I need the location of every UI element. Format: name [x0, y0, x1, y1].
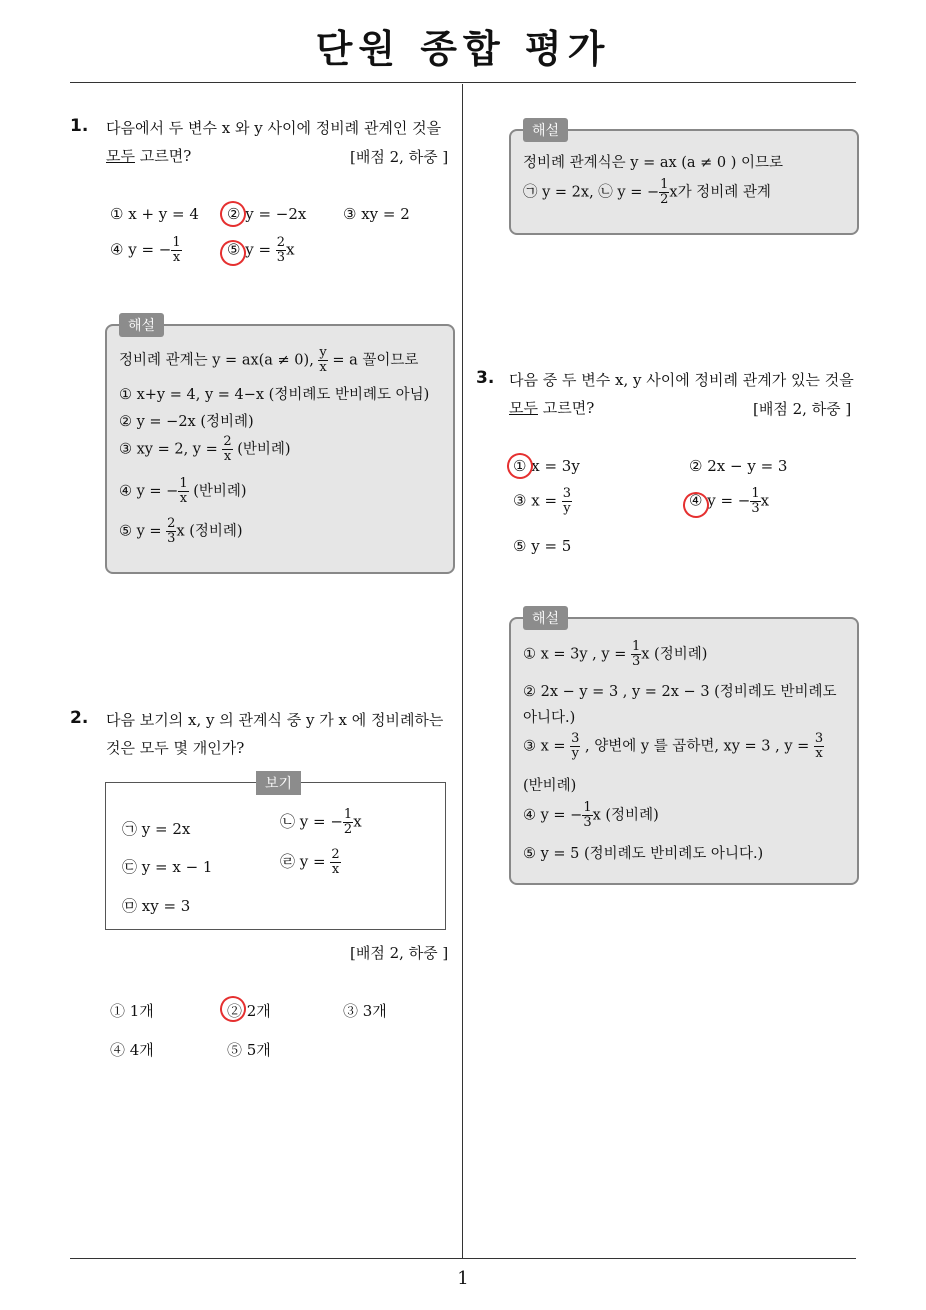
option-5[interactable]: ⑤ 5개 [227, 1041, 271, 1059]
denominator: y [563, 501, 571, 516]
option-1[interactable]: ① x + y = 4 [110, 205, 199, 223]
bottom-rule [70, 1258, 856, 1259]
explanation-line: 아니다.) [523, 710, 576, 726]
option-1[interactable]: ① 1개 [110, 1002, 154, 1020]
numerator: 1 [179, 476, 188, 491]
question-text: 다음에서 두 변수 x 와 y 사이에 정비례 관계인 것을 [106, 119, 442, 137]
numerator: 2 [167, 516, 176, 531]
item-prefix: ㉡ y = − [280, 812, 343, 831]
option-4[interactable]: ④ 4개 [110, 1041, 154, 1059]
example-item: ㉢ y = x − 1 [122, 858, 213, 876]
question-text-tail: 고르면? [134, 147, 192, 165]
expl-text: x (정비례) [641, 646, 708, 663]
fraction [582, 801, 592, 830]
denominator: 3 [583, 815, 592, 830]
expl-text: ① x = 3y , y = [523, 646, 627, 663]
explanation-tag: 해설 [523, 118, 568, 142]
question-text: 다음 중 두 변수 x, y 사이에 정비례 관계가 있는 것을 [509, 371, 854, 389]
score-label: [배점 2, 하중 ] [753, 400, 852, 418]
answer-mark [503, 449, 536, 482]
option-3[interactable] [513, 487, 572, 516]
fraction [570, 732, 580, 761]
explanation-line: 정비례 관계식은 y = ax (a ≠ 0 ) 이므로 [523, 155, 784, 171]
question-number: 2. [70, 708, 89, 728]
denominator: y [571, 746, 579, 761]
fraction [814, 732, 824, 761]
explanation-line [523, 801, 659, 830]
expl-text: ⑤ y = [119, 523, 162, 540]
example-item [280, 848, 341, 877]
item-prefix: ㉣ y = [280, 852, 331, 871]
option-5[interactable]: ⑤ y = 5 [513, 537, 572, 555]
option-prefix: ⑤ y = [227, 240, 276, 259]
question-text: 다음 보기의 x, y 의 관계식 중 y 가 x 에 정비례하는 [106, 711, 444, 729]
expl-text: , 양변에 y 를 곱하면, xy = 3 , y = [585, 738, 810, 755]
numerator: y [319, 345, 327, 360]
expl-text: (반비례) [193, 483, 247, 500]
expl-text: ㉠ y = 2x, ㉡ y = − [523, 184, 660, 201]
expl-text: ③ x = [523, 738, 566, 755]
denominator: x [331, 862, 340, 877]
explanation-tag: 해설 [119, 313, 164, 337]
option-suffix: x [760, 491, 770, 510]
page-number: 1 [457, 1268, 469, 1289]
numerator: 3 [562, 486, 572, 501]
fraction [178, 477, 188, 506]
denominator: x [815, 746, 823, 761]
numerator: 1 [751, 486, 760, 501]
fraction [750, 487, 760, 516]
expl-text: (반비례) [237, 441, 291, 458]
fraction [562, 487, 572, 516]
question-text-tail: 고르면? [537, 399, 595, 417]
expl-text: = a 꼴이므로 [332, 352, 419, 369]
numerator: 1 [583, 800, 592, 815]
option-prefix: ③ x = [513, 491, 562, 510]
denominator: 3 [276, 250, 286, 265]
option-1[interactable]: ① x = 3y [513, 457, 580, 475]
item-suffix: x [353, 812, 362, 831]
explanation-line: ② 2x − y = 3 , y = 2x − 3 (정비례도 반비례도 [523, 684, 837, 700]
expl-text: ④ y = − [523, 807, 583, 824]
answer-mark [216, 197, 249, 230]
denominator: x [172, 250, 181, 265]
score-label: [배점 2, 하중 ] [350, 944, 449, 962]
explanation-line [523, 640, 707, 669]
denominator: x [179, 491, 188, 506]
expl-text: ③ xy = 2, y = [119, 441, 218, 458]
expl-text: x (정비례) [592, 807, 659, 824]
fraction [222, 435, 232, 464]
denominator: 3 [751, 501, 760, 516]
numerator: 1 [631, 639, 641, 654]
fraction [631, 640, 641, 669]
question-text-line2 [106, 142, 191, 170]
explanation-line [523, 178, 771, 207]
top-rule [70, 82, 856, 83]
denominator: x [223, 449, 232, 464]
option-2[interactable]: ② 2x − y = 3 [689, 457, 788, 475]
example-item [280, 808, 362, 837]
option-4[interactable] [110, 236, 182, 265]
option-suffix: x [286, 240, 295, 259]
denominator: 2 [660, 192, 669, 207]
fraction [659, 178, 669, 207]
numerator: 3 [814, 731, 824, 746]
numerator: 2 [331, 847, 340, 862]
example-item: ㉤ xy = 3 [122, 897, 191, 915]
numerator: 1 [343, 807, 353, 822]
column-divider [462, 84, 463, 1258]
expl-text: ④ y = − [119, 483, 179, 500]
question-text-line2: 것은 모두 몇 개인가? [106, 739, 245, 757]
option-3[interactable]: ③ xy = 2 [343, 205, 410, 223]
example-item: ㉠ y = 2x [122, 820, 191, 838]
explanation-line [523, 732, 824, 761]
explanation-line: (반비례) [523, 778, 577, 794]
fraction [318, 346, 327, 375]
explanation-tag: 해설 [523, 606, 568, 630]
explanation-line: ② y = −2x (정비례) [119, 414, 254, 430]
denominator: 3 [167, 531, 176, 546]
denominator: 2 [343, 822, 353, 837]
numerator: 2 [223, 434, 232, 449]
option-prefix: ④ y = − [110, 240, 172, 259]
example-box-tag: 보기 [256, 771, 301, 795]
fraction [171, 236, 181, 265]
fraction [343, 808, 353, 837]
numerator: 3 [571, 731, 580, 746]
fraction [166, 517, 176, 546]
denominator: 3 [631, 654, 641, 669]
numerator: 1 [660, 177, 669, 192]
fraction [276, 236, 286, 265]
numerator: 1 [172, 235, 181, 250]
question-number: 1. [70, 116, 89, 136]
explanation-line [119, 517, 243, 546]
explanation-line: ⑤ y = 5 (정비례도 반비례도 아니다.) [523, 846, 764, 862]
denominator: x [319, 360, 327, 375]
underlined-word: 모두 [106, 147, 135, 165]
explanation-line [119, 346, 418, 375]
option-prefix: ④ y = − [689, 491, 751, 510]
underlined-word: 모두 [509, 399, 538, 417]
question-text-line2 [509, 394, 594, 422]
fraction [330, 848, 340, 877]
explanation-line [119, 477, 247, 506]
score-label: [배점 2, 하중 ] [350, 148, 449, 166]
page-title: 단원 종합 평가 [315, 27, 611, 71]
expl-text: x가 정비례 관계 [669, 184, 771, 201]
expl-text: x (정비례) [176, 523, 243, 540]
explanation-line [119, 435, 291, 464]
option-3[interactable]: ③ 3개 [343, 1002, 387, 1020]
question-number: 3. [476, 368, 495, 388]
expl-text: 정비례 관계는 y = ax(a ≠ 0), [119, 352, 314, 369]
option-2[interactable]: ② 2개 [227, 1002, 271, 1020]
numerator: 2 [276, 235, 286, 250]
explanation-line: ① x+y = 4, y = 4−x (정비례도 반비례도 아님) [119, 387, 430, 403]
option-2[interactable]: ② y = −2x [227, 205, 307, 223]
